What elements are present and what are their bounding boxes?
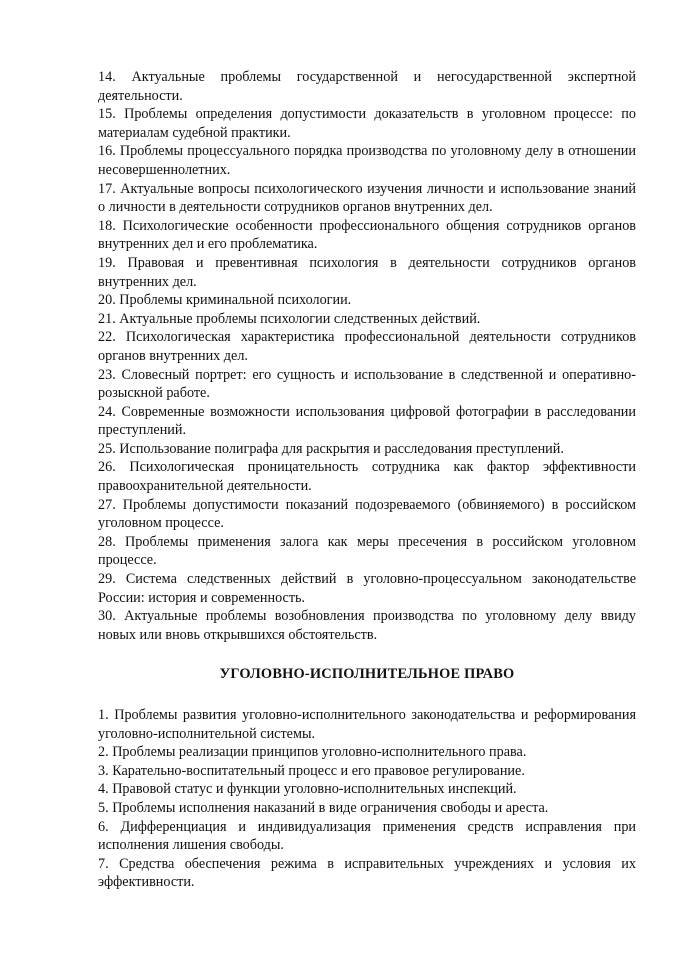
list-item: 24. Современные возможности использования цифровой фотографии в расследовании преступлений. [98, 403, 636, 439]
list-item: 15. Проблемы определения допустимости доказательств в уголовном процессе: по материалам судебной практики. [98, 106, 636, 141]
list-item: 28. Проблемы применения залога как меры пресечения в российском уголовном процессе. [98, 533, 636, 569]
list-item: 1. Проблемы развития уголовно-исполнительного законодательства и реформирования уголовно-исполнительной системы. [98, 707, 636, 742]
list-item: 21. Актуальные проблемы психологии следственных действий. [98, 310, 481, 327]
topic-list-section-1 [98, 68, 636, 644]
list-item: 17. Актуальные вопросы психологического изучения личности и использование знаний о личности в деятельности сотрудников органов внутренних дел. [98, 180, 636, 216]
list-item: 3. Карательно-воспитательный процесс и его правовое регулирование. [98, 762, 525, 779]
list-item: 19. Правовая и превентивная психология в деятельности сотрудников органов внутренних дел. [98, 254, 636, 290]
list-item: 7. Средства обеспечения режима в исправительных учреждениях и условия их эффективности. [98, 855, 636, 891]
document-page [98, 68, 636, 892]
list-item: 20. Проблемы криминальной психологии. [98, 292, 352, 309]
list-item: 30. Актуальные проблемы возобновления производства по уголовному делу ввиду новых или вновь открывшихся обстоятельств. [98, 608, 636, 643]
list-item: 2. Проблемы реализации принципов уголовно-исполнительного права. [98, 744, 527, 761]
section-heading: УГОЛОВНО-ИСПОЛНИТЕЛЬНОЕ ПРАВО [219, 666, 515, 683]
list-item: 25. Использование полиграфа для раскрытия и расследования преступлений. [98, 440, 564, 457]
list-item: 18. Психологические особенности профессионального общения сотрудников органов внутренних дел и его проблематика. [98, 217, 636, 253]
list-item: 22. Психологическая характеристика профессиональной деятельности сотрудников органов внутренних дел. [98, 329, 636, 364]
list-item: 6. Дифференциация и индивидуализация применения средств исправления при исполнения лишения свободы. [98, 818, 636, 854]
list-item: 5. Проблемы исполнения наказаний в виде ограничения свободы и ареста. [98, 799, 549, 816]
list-item: 27. Проблемы допустимости показаний подозреваемого (обвиняемого) в российском уголовном процессе. [98, 496, 636, 532]
list-item: 16. Проблемы процессуального порядка производства по уголовному делу в отношении несовершеннолетних. [98, 143, 636, 178]
list-item: 23. Словесный портрет: его сущность и использование в следственной и оперативно-розыскной работе. [98, 366, 636, 402]
topic-list-section-2 [98, 706, 636, 892]
list-item: 4. Правовой статус и функции уголовно-исполнительных инспекций. [98, 781, 517, 798]
list-item: 29. Система следственных действий в уголовно-процессуальном законодательстве России: история и современность. [98, 571, 636, 606]
list-item: 14. Актуальные проблемы государственной и негосударственной экспертной деятельности. [98, 69, 636, 104]
list-item: 26. Психологическая проницательность сотрудника как фактор эффективности правоохранительной деятельности. [98, 459, 636, 495]
